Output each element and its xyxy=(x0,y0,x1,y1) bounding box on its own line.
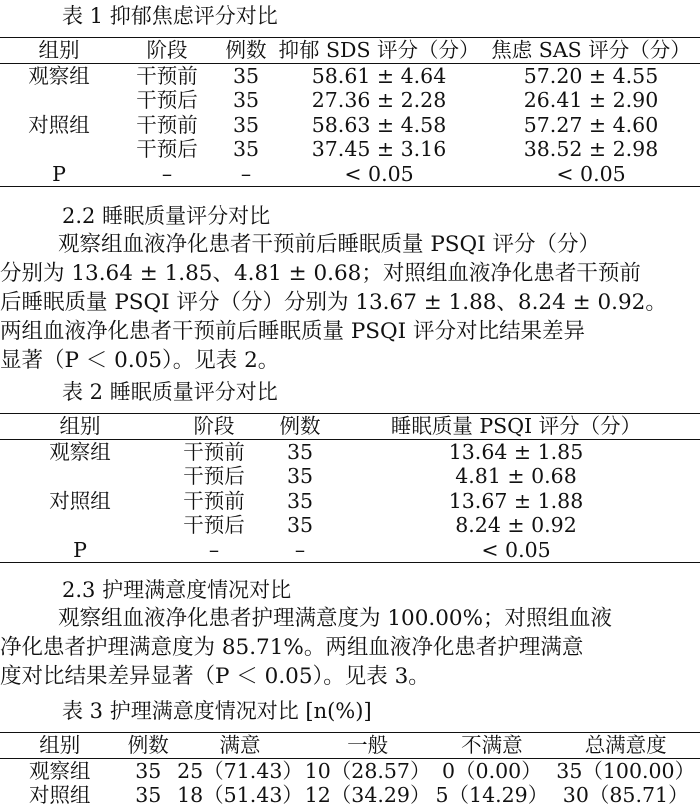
table2-caption: 表 2 睡眠质量评分对比 xyxy=(62,380,278,404)
table-cell: 干预前 xyxy=(183,439,245,464)
table-row xyxy=(0,758,700,783)
table-cell: 57.20 ± 4.55 xyxy=(523,63,659,88)
table-cell: < 0.05 xyxy=(344,161,414,186)
table-cell: 13.67 ± 1.88 xyxy=(448,488,584,513)
table-cell: – xyxy=(294,537,306,562)
table-cell xyxy=(0,464,160,489)
table-cell: 58.61 ± 4.64 xyxy=(311,63,447,88)
table-row xyxy=(0,63,700,88)
table1-header-stage: 阶段 xyxy=(118,38,216,64)
table-cell: 干预后 xyxy=(183,464,245,488)
table2-header-group: 组别 xyxy=(0,414,160,440)
table3-header-row xyxy=(0,733,700,759)
table2-header-count: 例数 xyxy=(268,414,332,440)
table-cell: 干预后 xyxy=(136,137,198,161)
table-cell: – xyxy=(208,537,220,562)
table-cell: 35 xyxy=(135,783,162,807)
paragraph-line: 显著（P ＜ 0.05）。见表 2。 xyxy=(0,348,280,373)
table1-header-group: 组别 xyxy=(0,38,118,64)
table-cell: 25（71.43） xyxy=(177,758,303,783)
table-cell: 35 xyxy=(232,137,260,161)
table-cell: 18（51.43） xyxy=(177,783,303,807)
table-row xyxy=(0,513,700,538)
table-cell: 干预后 xyxy=(136,88,198,112)
table-cell: 对照组 xyxy=(49,488,111,513)
table3-header-satisfied: 满意 xyxy=(177,733,303,759)
table-row xyxy=(0,538,700,563)
table-cell: 观察组 xyxy=(49,439,111,464)
table-cell: 对照组 xyxy=(28,112,90,137)
table-cell: < 0.05 xyxy=(556,161,626,186)
table2-header-stage: 阶段 xyxy=(160,414,268,440)
table-row xyxy=(0,439,700,464)
table1-header-row xyxy=(0,38,700,64)
table-cell: 干预前 xyxy=(136,63,198,88)
table1-header-sds: 抑郁 SDS 评分（分） xyxy=(276,38,482,64)
paragraph-line: 两组血液净化患者干预前后睡眠质量 PSQI 评分对比结果差异 xyxy=(0,319,585,344)
table-cell: 观察组 xyxy=(29,758,91,783)
paragraph-line: 净化患者护理满意度为 85.71%。两组血液净化患者护理满意 xyxy=(0,635,584,660)
paragraph-line: 观察组血液净化患者干预前后睡眠质量 PSQI 评分（分） xyxy=(58,232,600,257)
table2-header-row xyxy=(0,414,700,440)
table3-header-count: 例数 xyxy=(120,733,178,759)
table-cell: 5（14.29） xyxy=(435,783,549,807)
table3-header-unsatisfied: 不满意 xyxy=(432,733,551,759)
table-cell: 干预前 xyxy=(183,488,245,513)
table-cell: – xyxy=(161,161,173,186)
paragraph-line: 观察组血液净化患者护理满意度为 100.00%；对照组血液 xyxy=(58,606,612,631)
table2 xyxy=(0,413,700,563)
table-row xyxy=(0,162,700,187)
table-row xyxy=(0,137,700,162)
table1-header-sas: 焦虑 SAS 评分（分） xyxy=(482,38,700,64)
table-row xyxy=(0,464,700,489)
table-cell: 干预前 xyxy=(136,112,198,137)
table-cell: 58.63 ± 4.58 xyxy=(311,112,447,137)
table3-header-average: 一般 xyxy=(303,733,432,759)
table-row xyxy=(0,88,700,113)
table-cell: 26.41 ± 2.90 xyxy=(523,88,659,112)
table-cell: P xyxy=(52,161,66,186)
table-cell: 27.36 ± 2.28 xyxy=(311,88,447,112)
table1-header-count: 例数 xyxy=(216,38,276,64)
section-2-2-heading: 2.2 睡眠质量评分对比 xyxy=(62,204,271,228)
table-cell: 57.27 ± 4.60 xyxy=(523,112,659,137)
paragraph-line: 度对比结果差异显著（P ＜ 0.05）。见表 3。 xyxy=(0,664,430,689)
table-cell: 35 xyxy=(286,513,314,537)
table-cell: 35 xyxy=(286,439,314,464)
section-2-3-heading: 2.3 护理满意度情况对比 xyxy=(62,578,292,602)
table-cell: 35 xyxy=(232,88,260,112)
table1-caption: 表 1 抑郁焦虑评分对比 xyxy=(62,4,278,28)
table-cell: – xyxy=(240,161,252,186)
table-cell: P xyxy=(73,537,87,562)
table-cell: 13.64 ± 1.85 xyxy=(448,439,584,464)
table-cell: 0（0.00） xyxy=(442,758,542,783)
table-cell: 对照组 xyxy=(29,783,91,807)
paragraph-line: 分别为 13.64 ± 1.85、4.81 ± 0.68；对照组血液净化患者干预前 xyxy=(0,261,641,286)
table2-header-psqi: 睡眠质量 PSQI 评分（分） xyxy=(332,414,700,440)
table3-caption: 表 3 护理满意度情况对比 [n(%)] xyxy=(62,699,372,723)
table-row xyxy=(0,113,700,138)
paragraph-line: 后睡眠质量 PSQI 评分（分）分别为 13.67 ± 1.88、8.24 ± 0.92。 xyxy=(0,290,667,315)
table3-header-group: 组别 xyxy=(0,733,120,759)
table-cell: 35 xyxy=(286,488,314,513)
table-cell: 35 xyxy=(286,464,314,488)
table-cell: 35 xyxy=(232,63,260,88)
table-cell xyxy=(0,137,118,162)
table1 xyxy=(0,37,700,187)
table3-header-total: 总满意度 xyxy=(551,733,700,759)
table-cell: 35 xyxy=(232,112,260,137)
table-cell: < 0.05 xyxy=(481,537,551,562)
table-cell: 38.52 ± 2.98 xyxy=(523,137,659,161)
table-cell: 干预后 xyxy=(183,513,245,537)
table-cell: 10（28.57） xyxy=(304,758,431,783)
table-cell: 35 xyxy=(135,758,162,783)
table-cell: 37.45 ± 3.16 xyxy=(311,137,447,161)
table-cell: 35（100.00） xyxy=(556,758,696,783)
table-cell: 30（85.71） xyxy=(562,783,689,807)
table-cell: 4.81 ± 0.68 xyxy=(455,464,577,488)
table3 xyxy=(0,732,700,808)
table-cell: 12（34.29） xyxy=(304,783,431,807)
table-row xyxy=(0,783,700,808)
table-row xyxy=(0,489,700,514)
table-cell: 观察组 xyxy=(28,63,90,88)
table-cell: 8.24 ± 0.92 xyxy=(455,513,577,537)
table-cell xyxy=(0,88,118,113)
table-cell xyxy=(0,513,160,538)
